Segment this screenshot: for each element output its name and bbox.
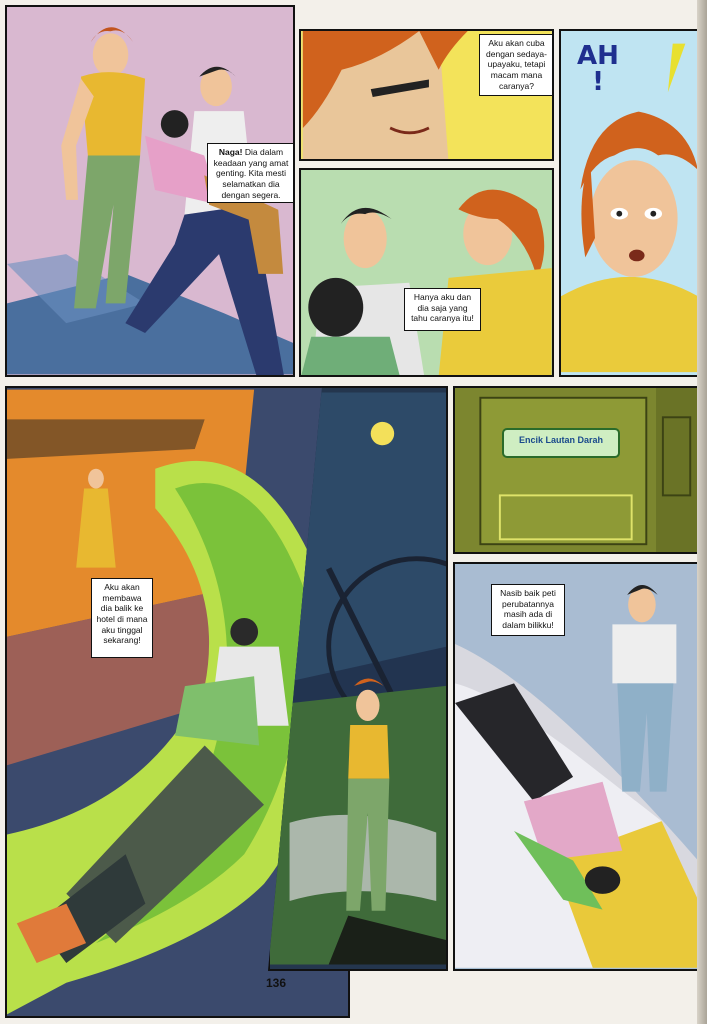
- speech-bubble-only-we-know: Hanya aku dan dia saja yang tahu caranya itu!: [404, 288, 481, 331]
- moon: [371, 422, 394, 445]
- page-edge: [697, 0, 707, 1024]
- panel-3: [559, 29, 700, 377]
- panel-2: [299, 29, 554, 161]
- door-sign: Encik Lautan Darah: [502, 428, 620, 458]
- speech-bubble-hotel: Aku akan membawa dia balik ke hotel di mana aku tinggal sekarang!: [91, 578, 153, 658]
- panel-8: [453, 562, 700, 971]
- panel-4-art: [301, 170, 552, 375]
- speech-text: Dia dalam keadaan yang amat genting. Kita mesti selamatkan dia dengan segera.: [213, 147, 289, 200]
- speech-exclaim: Naga!: [218, 147, 243, 157]
- panel-4: [299, 168, 554, 377]
- panel-1: [5, 5, 295, 377]
- sfx-ah: AH !: [577, 41, 619, 97]
- panel-7: [453, 386, 700, 554]
- speech-bubble-medicine: Nasib baik peti perubatannya masih ada di dalam bilikku!: [491, 584, 565, 636]
- page-number: 136: [266, 976, 287, 990]
- speech-bubble-question: Aku akan cuba dengan sedaya- upayaku, tetapi macam mana caranya?: [479, 34, 554, 96]
- panel-7-art: [455, 388, 698, 552]
- speech-bubble-naga: [207, 143, 295, 203]
